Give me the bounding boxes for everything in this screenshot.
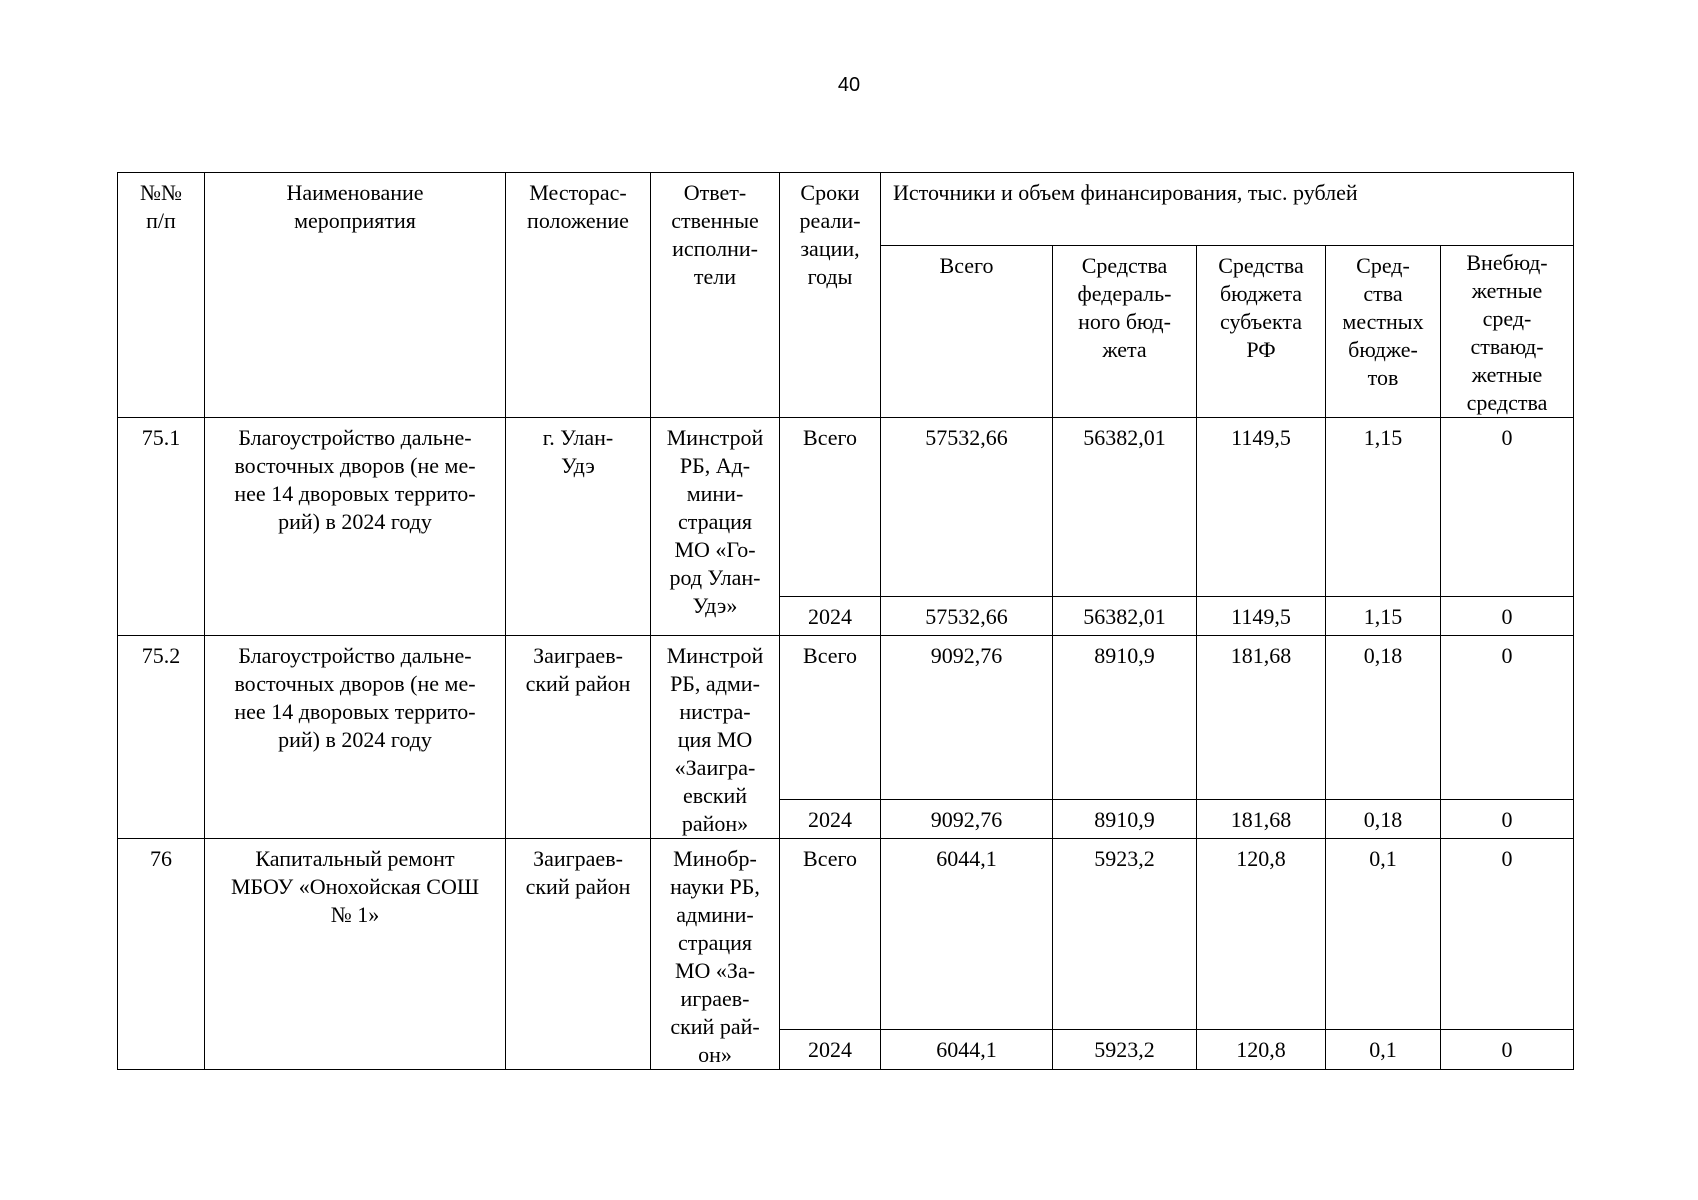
header-num bbox=[118, 173, 205, 418]
header-total bbox=[881, 246, 1053, 418]
text-line: ция МО bbox=[677, 727, 753, 752]
text-line: бюдже- bbox=[1348, 337, 1418, 362]
cell-subject: 1149,5 bbox=[1197, 418, 1326, 597]
cell-federal: 8910,9 bbox=[1053, 800, 1197, 839]
text-line: страция bbox=[677, 509, 753, 534]
text-line: науки РБ, bbox=[670, 874, 760, 899]
cell-total: 9092,76 bbox=[881, 800, 1053, 839]
text-line: ственные bbox=[671, 208, 759, 233]
cell-subject: 181,68 bbox=[1197, 800, 1326, 839]
header-federal bbox=[1053, 246, 1197, 418]
text-line: Заиграев- bbox=[533, 643, 623, 668]
cell-total: 6044,1 bbox=[881, 839, 1053, 1030]
cell-term: 2024 bbox=[780, 800, 881, 839]
text-line: г. Улан- bbox=[542, 425, 614, 450]
text-line: бюджета bbox=[1219, 281, 1303, 306]
cell-term: 2024 bbox=[780, 1030, 881, 1070]
text-line: страция bbox=[677, 930, 753, 955]
text-line: п/п bbox=[146, 208, 176, 233]
cell-subject: 120,8 bbox=[1197, 1030, 1326, 1070]
header-location bbox=[506, 173, 651, 418]
header-row-top bbox=[118, 173, 1574, 246]
cell-offbudget: 0 bbox=[1441, 636, 1574, 800]
cell-offbudget: 0 bbox=[1441, 800, 1574, 839]
text-line: исполни- bbox=[672, 236, 758, 261]
cell-federal: 5923,2 bbox=[1053, 1030, 1197, 1070]
text-line: ский район bbox=[525, 671, 631, 696]
header-responsible bbox=[651, 173, 780, 418]
cell-federal: 56382,01 bbox=[1053, 597, 1197, 636]
text-line: играев- bbox=[680, 986, 750, 1011]
text-line: нистра- bbox=[679, 699, 751, 724]
cell-local: 0,1 bbox=[1326, 839, 1441, 1030]
text-line: Ответ- bbox=[683, 180, 747, 205]
header-subject bbox=[1197, 246, 1326, 418]
text-line: МО «Го- bbox=[674, 537, 756, 562]
text-line: ский рай- bbox=[670, 1014, 760, 1039]
funding-table bbox=[117, 172, 1574, 1070]
text-line: стваюд- bbox=[1470, 334, 1544, 359]
cell-local: 1,15 bbox=[1326, 597, 1441, 636]
table-row bbox=[118, 839, 1574, 1030]
table-row bbox=[118, 636, 1574, 800]
cell-subject: 1149,5 bbox=[1197, 597, 1326, 636]
text-line: мини- bbox=[686, 481, 744, 506]
text-line: РБ, адми- bbox=[670, 671, 760, 696]
text-line: нее 14 дворовых террито- bbox=[234, 481, 476, 506]
row-location bbox=[506, 839, 651, 1070]
text-line: тов bbox=[1367, 365, 1399, 390]
text-line: местных bbox=[1342, 309, 1424, 334]
text-line: ства bbox=[1363, 281, 1403, 306]
text-line: федераль- bbox=[1077, 281, 1172, 306]
text-line: тели bbox=[693, 264, 737, 289]
cell-offbudget: 0 bbox=[1441, 839, 1574, 1030]
text-line: евский bbox=[682, 783, 748, 808]
text-line: восточных дворов (не ме- bbox=[234, 671, 476, 696]
text-line: ский район bbox=[525, 874, 631, 899]
text-line: Минстрой bbox=[666, 643, 764, 668]
row-num: 75.2 bbox=[118, 636, 205, 839]
text-line: админи- bbox=[676, 902, 754, 927]
header-name bbox=[205, 173, 506, 418]
row-responsible bbox=[651, 839, 780, 1070]
cell-federal: 56382,01 bbox=[1053, 418, 1197, 597]
cell-total: 57532,66 bbox=[881, 597, 1053, 636]
cell-subject: 181,68 bbox=[1197, 636, 1326, 800]
text-line: Заиграев- bbox=[533, 846, 623, 871]
text-line: МО «За- bbox=[674, 958, 756, 983]
text-line: реали- bbox=[799, 208, 861, 233]
text-line: рий) в 2024 году bbox=[278, 727, 432, 752]
text-line: Удэ bbox=[561, 453, 595, 478]
header-local bbox=[1326, 246, 1441, 418]
cell-local: 0,18 bbox=[1326, 800, 1441, 839]
text-line: Средства bbox=[1218, 253, 1304, 278]
text-line: он» bbox=[698, 1042, 732, 1067]
text-line: МБОУ «Онохойская СОШ bbox=[230, 874, 480, 899]
header-funding-title: Источники и объем финансирования, тыс. рублей bbox=[881, 173, 1574, 246]
text-line: Сред- bbox=[1356, 253, 1410, 278]
row-location bbox=[506, 636, 651, 839]
cell-total: 57532,66 bbox=[881, 418, 1053, 597]
text-line: Наименование bbox=[286, 180, 424, 205]
text-line: жета bbox=[1102, 337, 1147, 362]
text-line: район» bbox=[681, 811, 749, 836]
cell-term: Всего bbox=[780, 636, 881, 800]
text-line: нее 14 дворовых террито- bbox=[234, 699, 476, 724]
text-line: род Улан- bbox=[669, 565, 761, 590]
text-line: Сроки bbox=[800, 180, 860, 205]
text-line: жетные bbox=[1471, 278, 1543, 303]
row-name bbox=[205, 839, 506, 1070]
text-line: жетные bbox=[1471, 362, 1543, 387]
text-line: Средства bbox=[1081, 253, 1168, 278]
header-offbudget bbox=[1441, 246, 1574, 418]
row-num: 75.1 bbox=[118, 418, 205, 636]
cell-offbudget: 0 bbox=[1441, 597, 1574, 636]
text-line: Минобр- bbox=[673, 846, 757, 871]
row-responsible bbox=[651, 418, 780, 636]
text-line: РБ, Ад- bbox=[679, 453, 751, 478]
cell-offbudget: 0 bbox=[1441, 1030, 1574, 1070]
text-line: Минстрой bbox=[666, 425, 764, 450]
text-line: мероприятия bbox=[294, 208, 416, 233]
text-line: восточных дворов (не ме- bbox=[234, 453, 476, 478]
cell-federal: 8910,9 bbox=[1053, 636, 1197, 800]
cell-local: 0,18 bbox=[1326, 636, 1441, 800]
page-number: 40 bbox=[837, 74, 861, 96]
text-line: субъекта bbox=[1219, 309, 1303, 334]
text-line: средства bbox=[1466, 390, 1548, 415]
row-responsible bbox=[651, 636, 780, 839]
text-line: РФ bbox=[1246, 337, 1276, 362]
cell-total: 6044,1 bbox=[881, 1030, 1053, 1070]
text-line: Капитальный ремонт bbox=[255, 846, 455, 871]
text-line: годы bbox=[807, 264, 853, 289]
row-location bbox=[506, 418, 651, 636]
text-line: сред- bbox=[1482, 306, 1532, 331]
text-line: № 1» bbox=[330, 902, 380, 927]
text-line: Благоустройство дальне- bbox=[238, 425, 472, 450]
text-line: Всего bbox=[939, 253, 994, 278]
table-row bbox=[118, 418, 1574, 597]
text-line: рий) в 2024 году bbox=[278, 509, 432, 534]
cell-term: Всего bbox=[780, 839, 881, 1030]
cell-term: Всего bbox=[780, 418, 881, 597]
cell-term: 2024 bbox=[780, 597, 881, 636]
cell-federal: 5923,2 bbox=[1053, 839, 1197, 1030]
text-line: Месторас- bbox=[529, 180, 627, 205]
row-num: 76 bbox=[118, 839, 205, 1070]
row-name bbox=[205, 418, 506, 636]
text-line: Внебюд- bbox=[1466, 250, 1548, 275]
cell-local: 1,15 bbox=[1326, 418, 1441, 597]
text-line: зации, bbox=[800, 236, 860, 261]
text-line: положение bbox=[527, 208, 629, 233]
text-line: «Заигра- bbox=[674, 755, 756, 780]
cell-subject: 120,8 bbox=[1197, 839, 1326, 1030]
cell-total: 9092,76 bbox=[881, 636, 1053, 800]
cell-local: 0,1 bbox=[1326, 1030, 1441, 1070]
cell-offbudget: 0 bbox=[1441, 418, 1574, 597]
text-line: Благоустройство дальне- bbox=[238, 643, 472, 668]
text-line: №№ bbox=[140, 180, 182, 205]
text-line: ного бюд- bbox=[1078, 309, 1171, 334]
row-name bbox=[205, 636, 506, 839]
text-line: Удэ» bbox=[692, 593, 738, 618]
header-terms bbox=[780, 173, 881, 418]
